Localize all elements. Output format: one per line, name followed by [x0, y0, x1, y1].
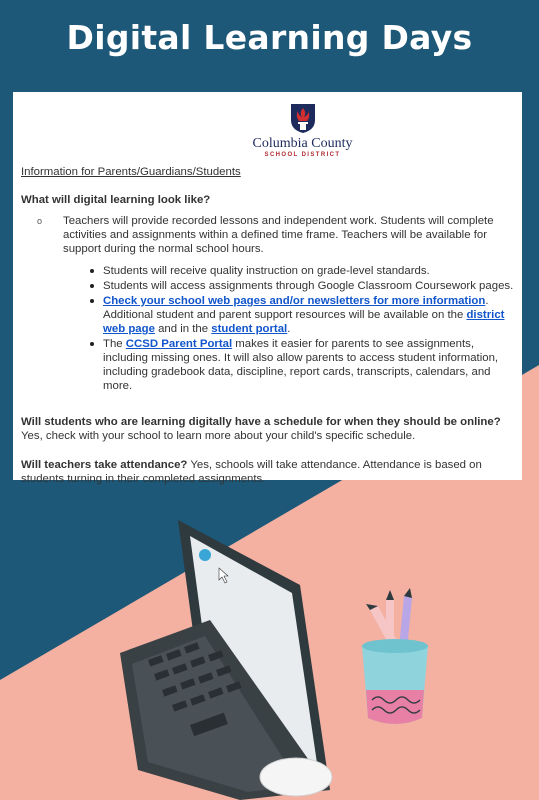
list-item-text: and in the	[154, 323, 212, 335]
list-item	[103, 279, 514, 293]
school-pages-link[interactable]: Check your school web pages and/or newsletters for more information	[103, 295, 486, 307]
list-item-text: makes it easier for parents to see assignments, including missing ones. It will also allow parents to access student information, including gradebook data, discipline, report cards, transcripts, calendars, and more.	[103, 338, 499, 392]
logo-subtitle: SCHOOL DISTRICT	[264, 152, 341, 158]
info-card	[13, 92, 522, 485]
page-title: Digital Learning Days	[66, 18, 473, 57]
district-logo	[91, 102, 514, 159]
torch-seal-icon	[289, 102, 317, 134]
district-web-page-link[interactable]: district web page	[103, 309, 505, 335]
list-item-text: .	[287, 323, 291, 335]
list-item-text: Students will access assignments through Google Classroom Coursework pages.	[103, 280, 514, 292]
parent-portal-link[interactable]: CCSD Parent Portal	[125, 338, 233, 350]
list-item-text: Students will receive quality instruction on grade-level standards.	[103, 265, 430, 277]
list-item	[103, 264, 514, 278]
list-item	[103, 294, 514, 336]
list-item	[21, 214, 514, 256]
list-item	[103, 337, 514, 393]
logo-name: Columbia County	[252, 136, 353, 151]
faq-schedule	[21, 415, 514, 443]
info-heading: Information for Parents/Guardians/Students	[21, 166, 241, 178]
mouse-icon	[260, 758, 332, 796]
circle-bullet-icon: o	[37, 216, 43, 226]
list-item-text: The	[103, 338, 126, 350]
list-item-text: . Additional student and parent support resources will be available on the	[103, 295, 489, 321]
faq-answer: Yes, check with your school to learn more about your child's specific schedule.	[21, 430, 416, 442]
faq-answer: Yes, schools will take attendance. Attendance is based on students turning in their completed assignments.	[21, 459, 482, 485]
student-portal-link[interactable]: student portal	[211, 323, 288, 335]
question-heading: What will digital learning look like?	[21, 194, 211, 206]
bullet-list	[21, 264, 514, 393]
faq-question: Will teachers take attendance?	[21, 459, 188, 471]
list-item-text: Teachers will provide recorded lessons and independent work. Students will complete activities and assignments within a defined time frame. Teachers will be available for support during the normal school hours.	[63, 215, 494, 255]
faq-question: Will students who are learning digitally have a schedule for when they should be online?	[21, 416, 501, 428]
faq-attendance	[21, 458, 514, 486]
